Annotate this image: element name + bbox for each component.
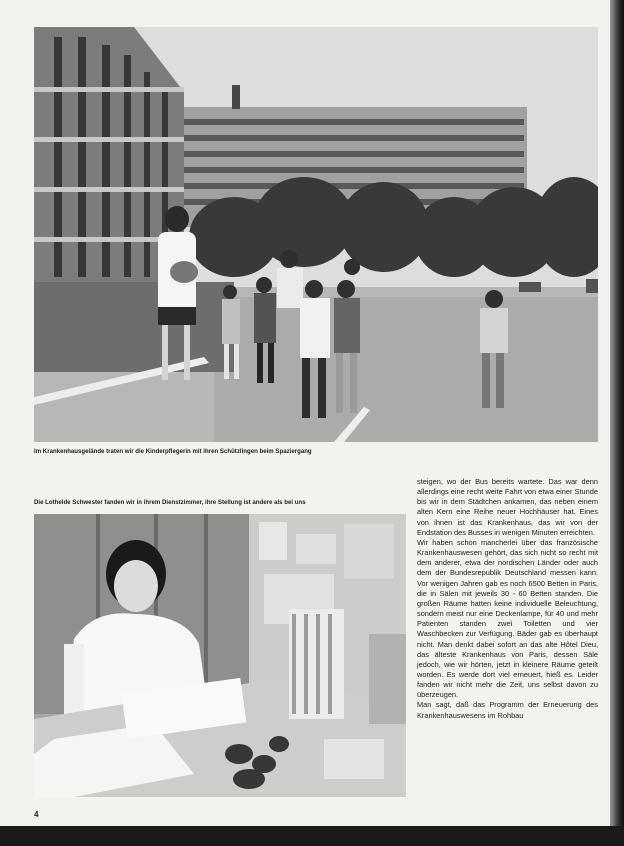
page-edge-shadow — [610, 0, 624, 846]
page-number: 4 — [34, 810, 39, 819]
caption-top: Im Krankenhausgelände traten wir die Kinderpflegerin mit ihren Schützlingen beim Spaziergang — [34, 448, 312, 455]
hospital-grounds-illustration — [34, 27, 598, 442]
article-column — [417, 477, 598, 721]
nurse-office-photo — [34, 514, 406, 797]
article-paragraph: Man sagt, daß das Programm der Erneuerung des Krankenhauswesens im Rohbau — [417, 700, 598, 720]
nurse-office-illustration — [34, 514, 406, 797]
scan-border — [0, 826, 624, 846]
hospital-grounds-photo — [34, 27, 598, 442]
article-paragraph: Wir haben schon mancherlei über das französische Krankenhauswesen gehört, das sich nicht so recht mit dem anderer, etwa der nordischen Länder oder auch dem der Bundesrepublik Deutschland messen kann. Vor wenigen Jahren gab es noch 6500 Betten in Paris, die in Sälen mit jeweils 30 - 60 Betten standen. Die großen Räume hatten keine individuelle Beleuchtung, sondern meist nur eine Deckenlampe, für 40 und mehr Patienten standen zwei Toiletten und vier Waschbecken zur Verfügung. Bäder gab es überhaupt nicht. Man denkt dabei sofort an das alte Hôtel Dieu, das älteste Krankenhaus von Paris, dessen Säle jedoch, wie wir hörten, jetzt in kleinere Räume geteilt worden. Es werde dort viel erneuert, hieß es. Leider fanden wir nicht mehr die Zeit, uns selbst davon zu überzeugen. — [417, 537, 598, 700]
caption-bottom: Die Lothelde Schwester fanden wir in ihrem Dienstzimmer, ihre Stellung ist andere als bei uns — [34, 499, 306, 506]
article-paragraph: steigen, wo der Bus bereits wartete. Das war denn allerdings eine recht weite Fahrt von etwa einer Stunde bis wir in dem Städtchen ankamen, das neben einem alten Kern eine Reihe neuer Hochhäuser hat. Eines von ihnen ist das Krankenhaus, das wir von der Endstation des Busses in wenigen Minuten erreichten. — [417, 477, 598, 537]
